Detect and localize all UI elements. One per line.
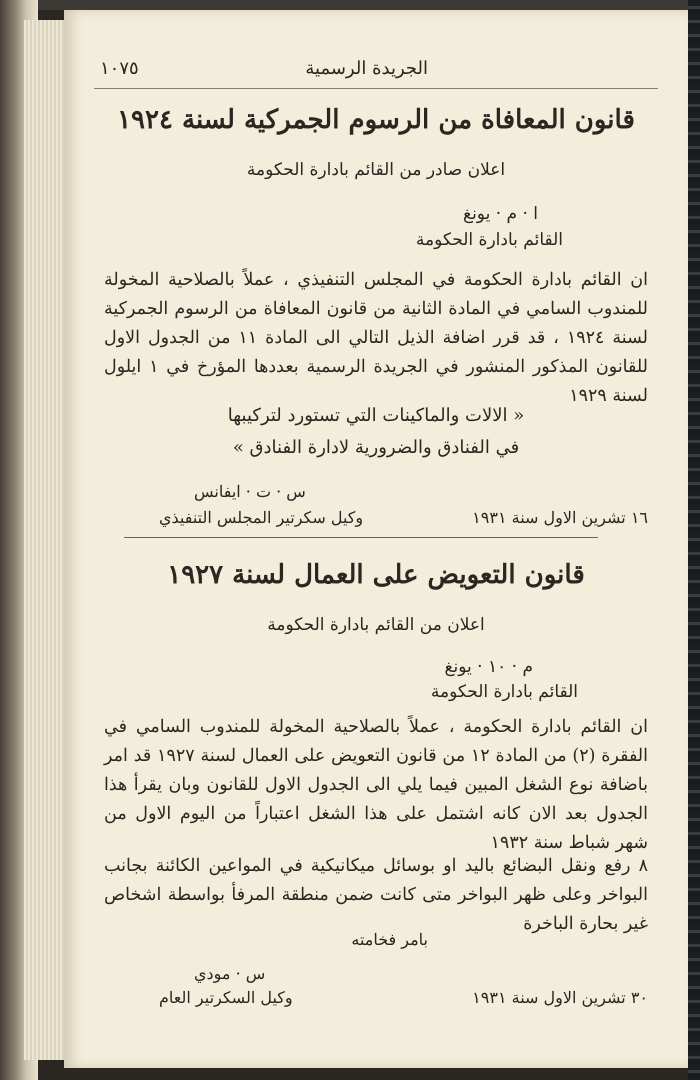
section1-title: قانون المعافاة من الرسوم الجمركية لسنة ١٩٢٤ [117, 105, 635, 135]
section2-body: ان القائم بادارة الحكومة ، عملاً بالصلاحية المخولة للمندوب السامي في الفقرة (٢) من المادة ١٢ من قانون التعويض على العمال لسنة ١٩٢٧ قد امر باضافة نوع الشغل المبين فيما يلي الى الجدول الاول للقانون وبان يقرأ هذا الجدول بعد الان كانه اشتمل على هذا الشغل اعتباراً من اليوم الاول من شهر شباط سنة ١٩٣٢ [104, 717, 648, 853]
section1-signer-title: القائم بادارة الحكومة [415, 230, 563, 250]
section1-subtitle: اعلان صادر من القائم بادارة الحكومة [246, 160, 506, 180]
section2-by-order: بامر فخامته [351, 930, 428, 949]
running-head: الجريدة الرسمية [305, 58, 428, 79]
page-content [64, 10, 688, 1068]
page-header [94, 58, 658, 89]
section2-officer-title: وكيل السكرتير العام [159, 988, 293, 1007]
section2-title: قانون التعويض على العمال لسنة ١٩٢٧ [167, 560, 585, 590]
page-number: ١٠٧٥ [100, 58, 139, 79]
document-page [64, 10, 688, 1068]
book-top-edge [38, 0, 688, 10]
section2-subtitle: اعلان من القائم بادارة الحكومة [267, 615, 485, 635]
section1-officer-title: وكيل سكرتير المجلس التنفيذي [159, 508, 364, 527]
section1-date: ١٦ تشرين الاول سنة ١٩٣١ [472, 508, 648, 527]
section2-signer-title: القائم بادارة الحكومة [430, 682, 578, 702]
page-edges [24, 20, 68, 1060]
section2-date: ٣٠ تشرين الاول سنة ١٩٣١ [472, 988, 648, 1007]
section1-officer-name: س · ت · ايفانس [194, 482, 306, 501]
section1-body: ان القائم بادارة الحكومة في المجلس التنفيذي ، عملاً بالصلاحية المخولة للمندوب السامي في المادة الثانية من قانون المعافاة من الرسوم الجمركية لسنة ١٩٢٤ ، قد قرر اضافة الذيل التالي الى المادة ١١ من الجدول الاول للقانون المذكور المنشور في الجريدة الرسمية بعددها المؤرخ في ١ ايلول لسنة ١٩٢٩ [104, 270, 649, 406]
section1-signer-name: ا · م · يونغ [463, 204, 538, 224]
section1-quote-line1: « الالات والماكينات التي تستورد لتركيبها [227, 405, 525, 426]
cover-edge [688, 0, 700, 1080]
section2-officer-name: س · مودي [194, 964, 266, 983]
section-divider [124, 537, 598, 538]
section2-signer-name: م · ١٠ · يونغ [444, 657, 533, 677]
section1-quote-line2: في الفنادق والضرورية لادارة الفنادق » [232, 437, 520, 458]
section2-item: ٨ رفع ونقل البضائع باليد او بوسائل ميكانيكية في المواعين الكائنة بجانب البواخر وعلى ظهر البواخر متى كانت ضمن منطقة المرفأ بواسطة اشخاص غير بحارة الباخرة [104, 856, 648, 934]
